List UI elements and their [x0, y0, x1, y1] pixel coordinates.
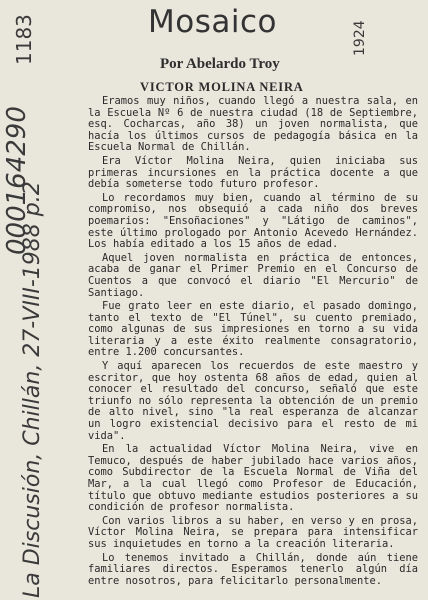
paragraph-5: Fue grato leer en este diario, el pasado domingo, tanto el texto de "El Túnel", su cuento premiado, como algunas de sus impresiones en torno a su vida literaria y a este éxito realmente consagratorio, entre 1.200 concursantes.	[88, 300, 418, 359]
handwritten-id-number: 000164290	[2, 106, 32, 255]
article-body	[88, 96, 418, 589]
handwritten-year: 1924	[352, 20, 368, 56]
handwritten-source-note: La Discusión, Chillán, 27-VIII-1988 p.2	[20, 181, 45, 598]
paragraph-1: Eramos muy niños, cuando llegó a nuestra sala, en la Escuela Nº 6 de nuestra ciudad (18 de Septiembre, esq. Cocharcas, año 38) un joven normalista, que hacía los últimos cursos de pedagogía básica en la Escuela Normal de Chillán.	[88, 95, 418, 154]
paragraph-7: En la actualidad Víctor Molina Neira, vive en Temuco, después de haber jubilado hace varios años, como Subdirector de la Escuela Normal de Viña del Mar, a la cual llegó como Profesor de Educación, título que obtuvo mediante estudios posteriores a su condición de profesor normalista.	[88, 443, 418, 514]
paragraph-4: Aquel joven normalista en práctica de entonces, acaba de ganar el Primer Premio en el Concurso de Cuentos a que convocó el diario "El Mercurio" de Santiago.	[88, 251, 418, 299]
column-title: Mosaico	[148, 4, 277, 40]
article-subhead: VICTOR MOLINA NEIRA	[140, 80, 304, 94]
paragraph-6: Y aquí aparecen los recuerdos de este maestro y escritor, que hoy ostenta 68 años de edad, quien al conocer el resultado del concurso, señaló que este triunfo no sólo representa la obtención de un premio de alto nivel, sino "la real esperanza de alcanzar un logro existencial decisivo para el resto de mi vida".	[88, 360, 418, 442]
paragraph-9: Lo tenemos invitado a Chillán, donde aún tiene familiares directos. Esperamos tenerlo algún día entre nosotros, para felicitarlo personalmente.	[88, 551, 418, 587]
paragraph-2: Era Víctor Molina Neira, quien iniciaba sus primeras incursiones en la práctica docente a que debía someterse todo futuro profesor.	[88, 154, 418, 191]
byline: Por Abelardo Troy	[160, 56, 280, 72]
paragraph-8: Con varios libros a su haber, en verso y en prosa, Víctor Molina Neira, se prepara para intensificar sus inquietudes en torno a la creación literaria.	[88, 514, 418, 550]
paragraph-3: Lo recordamos muy bien, cuando al término de su compromiso, nos obsequió a cada niño dos breves poemarios: "Ensoñaciones" y "Látigo de caminos", este último prologado por Antonio Acevedo Hernández. Los había editado a los 15 años de edad.	[88, 191, 418, 251]
handwritten-collection-number: 1183	[12, 14, 36, 65]
